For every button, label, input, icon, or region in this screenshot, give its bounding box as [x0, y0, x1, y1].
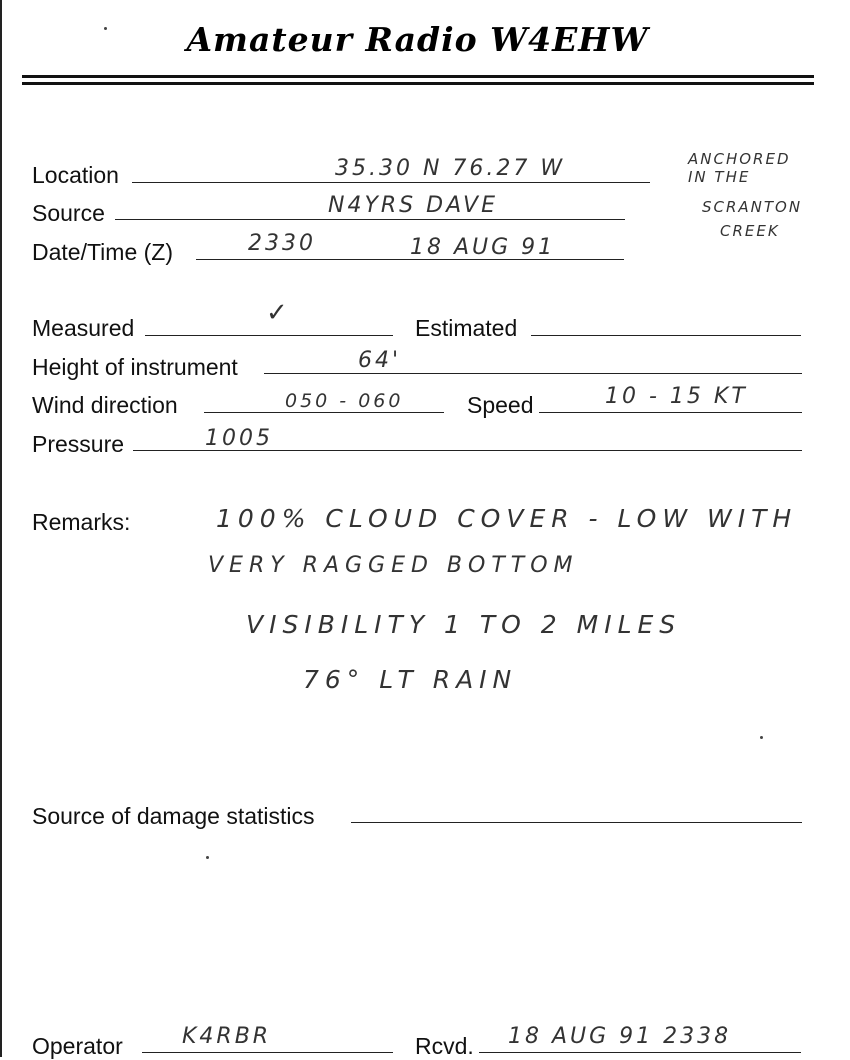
location-value[interactable]: 35.30 N 76.27 W [335, 156, 566, 181]
title-rule-bottom [22, 82, 814, 85]
margin-note-line: IN THE [688, 168, 751, 186]
operator-line [142, 1052, 393, 1053]
wind-direction-value[interactable]: 050 - 060 [285, 390, 404, 412]
speed-value[interactable]: 10 - 15 KT [605, 384, 748, 409]
operator-label: Operator [32, 1033, 123, 1059]
datetime-date[interactable]: 18 AUG 91 [410, 235, 556, 260]
measured-label: Measured [32, 315, 135, 341]
pressure-value[interactable]: 1005 [205, 426, 273, 451]
location-line [132, 182, 650, 183]
margin-note-line: CREEK [720, 222, 780, 240]
margin-note-line: ANCHORED [688, 150, 791, 168]
datetime-time[interactable]: 2330 [248, 231, 316, 256]
source-label: Source [32, 200, 105, 226]
datetime-label: Date/Time (Z) [32, 239, 173, 265]
pressure-label: Pressure [32, 431, 125, 457]
rcvd-label: Rcvd. [415, 1033, 474, 1059]
source-value[interactable]: N4YRS DAVE [328, 193, 498, 218]
height-line [264, 373, 802, 374]
estimated-line [531, 335, 801, 336]
operator-value[interactable]: K4RBR [182, 1024, 272, 1049]
scan-speck [206, 856, 209, 859]
remarks-line[interactable]: VISIBILITY 1 TO 2 MILES [246, 610, 682, 639]
scan-speck [760, 736, 763, 739]
height-value[interactable]: 64' [358, 348, 402, 373]
source-line [115, 219, 625, 220]
wind-direction-label: Wind direction [32, 392, 178, 418]
rcvd-value[interactable]: 18 AUG 91 2338 [508, 1024, 732, 1049]
scan-speck [104, 27, 107, 30]
speed-line [539, 412, 802, 413]
margin-note [686, 150, 836, 240]
remarks-label: Remarks: [32, 509, 131, 535]
remarks-line[interactable]: VERY RAGGED BOTTOM [208, 553, 579, 578]
rcvd-line [479, 1052, 801, 1053]
speed-label: Speed [467, 392, 534, 418]
damage-source-label: Source of damage statistics [32, 803, 315, 829]
remarks-line[interactable]: 100% CLOUD COVER - LOW WITH [216, 504, 798, 533]
remarks-line[interactable]: 76° LT RAIN [303, 665, 518, 694]
scan-edge [0, 0, 2, 1057]
damage-source-line [351, 822, 802, 823]
measured-line [145, 335, 393, 336]
estimated-label: Estimated [415, 315, 518, 341]
height-label: Height of instrument [32, 354, 238, 380]
location-label: Location [32, 162, 119, 188]
page-title: Amateur Radio W4EHW [186, 20, 649, 59]
title-rule-top [22, 75, 814, 78]
measured-checkmark[interactable]: ✓ [266, 298, 288, 328]
margin-note-line: SCRANTON [702, 198, 803, 216]
